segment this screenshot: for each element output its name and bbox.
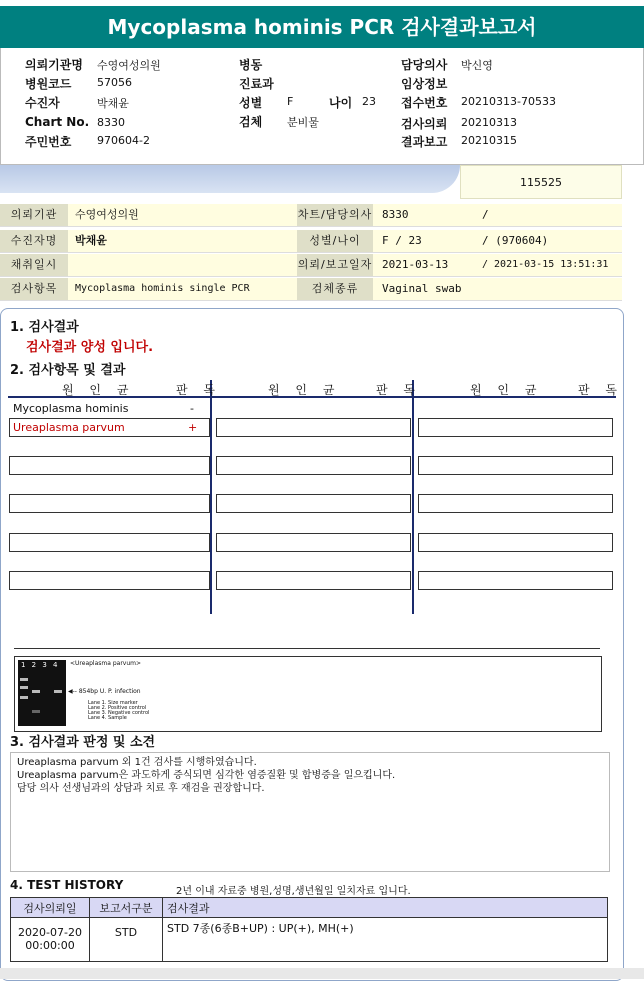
history-date: 2020-07-20: [18, 926, 82, 939]
receipt-value: 20210313-70533: [461, 95, 556, 108]
report-title: Mycoplasma hominis PCR 검사결과보고서: [0, 6, 644, 48]
gel-band: [32, 690, 40, 693]
history-col-header: 보고서구분: [90, 898, 163, 918]
empty-result-cell: [418, 418, 613, 437]
empty-result-cell: [418, 571, 613, 590]
ward-label: 병동: [239, 58, 263, 72]
info-value: Mycoplasma hominis single PCR: [75, 283, 250, 294]
info-label: 성별/나이: [297, 230, 373, 252]
finding-line: Ureaplasma parvum 외 1건 검사를 시행하였습니다.: [17, 757, 257, 768]
dept-label: 진료과: [239, 77, 274, 91]
age-label: 나이: [329, 96, 353, 110]
patient-label: 수진자: [25, 96, 60, 110]
section2-title: 2. 검사항목 및 결과: [10, 363, 126, 378]
organism-name: Mycoplasma hominis: [13, 402, 129, 415]
report-date-value: 20210315: [461, 134, 517, 147]
sample-number-label: [461, 166, 621, 176]
info-label: 검체종류: [297, 278, 373, 300]
history-type: STD: [90, 918, 163, 962]
gel-band: [32, 710, 40, 713]
clinical-label: 임상정보: [401, 77, 448, 91]
gel-legend-item: Lane 2. Positive control: [88, 705, 147, 711]
info-label: 검사항목: [0, 278, 68, 300]
patient-value: 박채윤: [97, 97, 129, 110]
empty-result-cell: [418, 494, 613, 513]
empty-result-cell: [9, 533, 210, 552]
sex-value: F: [287, 95, 294, 108]
findings-box: [10, 752, 610, 872]
finding-line: Ureaplasma parvum은 과도하게 증식되면 심각한 염증질환 및 합병증을 일으킵니다.: [17, 770, 396, 781]
finding-line: 담당 의사 선생님과의 상담과 치료 후 재검을 권장합니다.: [17, 783, 265, 794]
specimen-value: 분비물: [287, 116, 319, 129]
history-note: 2년 이내 자료중 병원,성명,생년월일 일치자료 입니다.: [176, 886, 411, 897]
empty-result-cell: [9, 494, 210, 513]
info-label: 의뢰/보고일자: [297, 254, 373, 276]
gel-band: [20, 696, 28, 699]
info-label: 채취일시: [0, 254, 68, 276]
id-label: 주민번호: [25, 135, 72, 149]
info-row: [0, 204, 622, 227]
info-row: [0, 254, 622, 277]
gel-band: [54, 690, 62, 693]
report-header: [0, 48, 644, 165]
info-value: 2021-03-13: [382, 258, 449, 271]
empty-result-cell: [216, 418, 411, 437]
gel-legend-item: Lane 4. Sample: [88, 715, 127, 721]
gel-lane-numbers: 1 2 3 4: [21, 661, 60, 669]
organism-name: Ureaplasma parvum: [13, 421, 125, 434]
info-label: 차트/담당의사: [297, 204, 373, 226]
chart-value: 8330: [97, 116, 125, 129]
decorative-banner: [0, 165, 460, 193]
age-value: 23: [362, 95, 376, 108]
grid-divider: [210, 380, 212, 614]
col-judge-header: 판 독: [376, 383, 421, 397]
empty-result-cell: [216, 494, 411, 513]
sample-number: 115525: [520, 176, 562, 189]
doctor-label: 담당의사: [401, 58, 448, 72]
info-row: [0, 278, 622, 301]
col-organism-header: 원 인 균: [268, 383, 341, 397]
divider: [14, 648, 600, 649]
bottom-strip: [0, 968, 644, 979]
empty-result-cell: [418, 533, 613, 552]
sex-label: 성별: [239, 96, 263, 110]
col-judge-header: 판 독: [578, 383, 623, 397]
section4-title: 4. TEST HISTORY: [10, 878, 124, 892]
organism-judge: +: [188, 421, 198, 434]
info-value: F / 23: [382, 234, 422, 247]
history-date-cell: [11, 918, 90, 962]
info-label: 의뢰기관: [0, 204, 68, 226]
info-value: Vaginal swab: [382, 282, 462, 295]
col-organism-header: 원 인 균: [62, 383, 135, 397]
code-label: 병원코드: [25, 77, 72, 91]
request-label: 검사의뢰: [401, 117, 448, 131]
positive-result: 검사결과 양성 입니다.: [26, 340, 154, 355]
request-value: 20210313: [461, 116, 517, 129]
specimen-label: 검체: [239, 115, 263, 129]
organism-row-positive: [9, 418, 210, 437]
id-value: 970604-2: [97, 134, 150, 147]
gel-band: [20, 678, 28, 681]
empty-result-cell: [216, 571, 411, 590]
report-date-label: 결과보고: [401, 135, 448, 149]
info-value: / 2021-03-15 13:51:31: [482, 259, 609, 270]
section1-title: 1. 검사결과: [10, 320, 79, 335]
gel-band-label: ◀-- 854bp U. P. infection: [68, 688, 141, 695]
empty-result-cell: [216, 533, 411, 552]
empty-result-cell: [418, 456, 613, 475]
section3-title: 3. 검사결과 판정 및 소견: [10, 735, 156, 750]
gel-legend-item: Lane 3. Negative control: [88, 710, 150, 716]
code-value: 57056: [97, 76, 132, 89]
gel-legend-item: Lane 1. Size marker: [88, 700, 138, 706]
history-header-row: [11, 898, 608, 918]
gel-image: [18, 660, 66, 726]
info-value: / (970604): [482, 234, 549, 247]
chart-label: Chart No.: [25, 115, 90, 129]
info-label: 수진자명: [0, 230, 68, 252]
history-row: [11, 918, 608, 962]
empty-result-cell: [9, 571, 210, 590]
empty-result-cell: [216, 456, 411, 475]
hospital-label: 의뢰기관명: [25, 58, 83, 72]
gel-legend: [88, 701, 149, 721]
col-judge-header: 판 독: [176, 383, 221, 397]
history-col-header: 검사의뢰일: [11, 898, 90, 918]
receipt-label: 접수번호: [401, 96, 448, 110]
organism-judge: -: [190, 402, 194, 415]
info-value: 수영여성의원: [75, 208, 139, 221]
grid-divider: [412, 380, 414, 614]
history-time: 00:00:00: [25, 939, 75, 952]
col-organism-header: 원 인 균: [470, 383, 543, 397]
sample-number-box: [460, 165, 622, 199]
test-history-table: [10, 897, 608, 962]
gel-caption: <Ureaplasma parvum>: [70, 660, 142, 667]
info-row: [0, 230, 622, 253]
doctor-value: 박신영: [461, 59, 493, 72]
info-value: 8330: [382, 208, 409, 221]
gel-band: [20, 686, 28, 689]
info-value: 박채윤: [75, 234, 107, 247]
empty-result-cell: [9, 456, 210, 475]
info-value: /: [482, 208, 489, 221]
history-col-header: 검사결과: [163, 898, 608, 918]
hospital-value: 수영여성의원: [97, 59, 161, 72]
history-result: STD 7종(6종B+UP) : UP(+), MH(+): [163, 918, 608, 962]
